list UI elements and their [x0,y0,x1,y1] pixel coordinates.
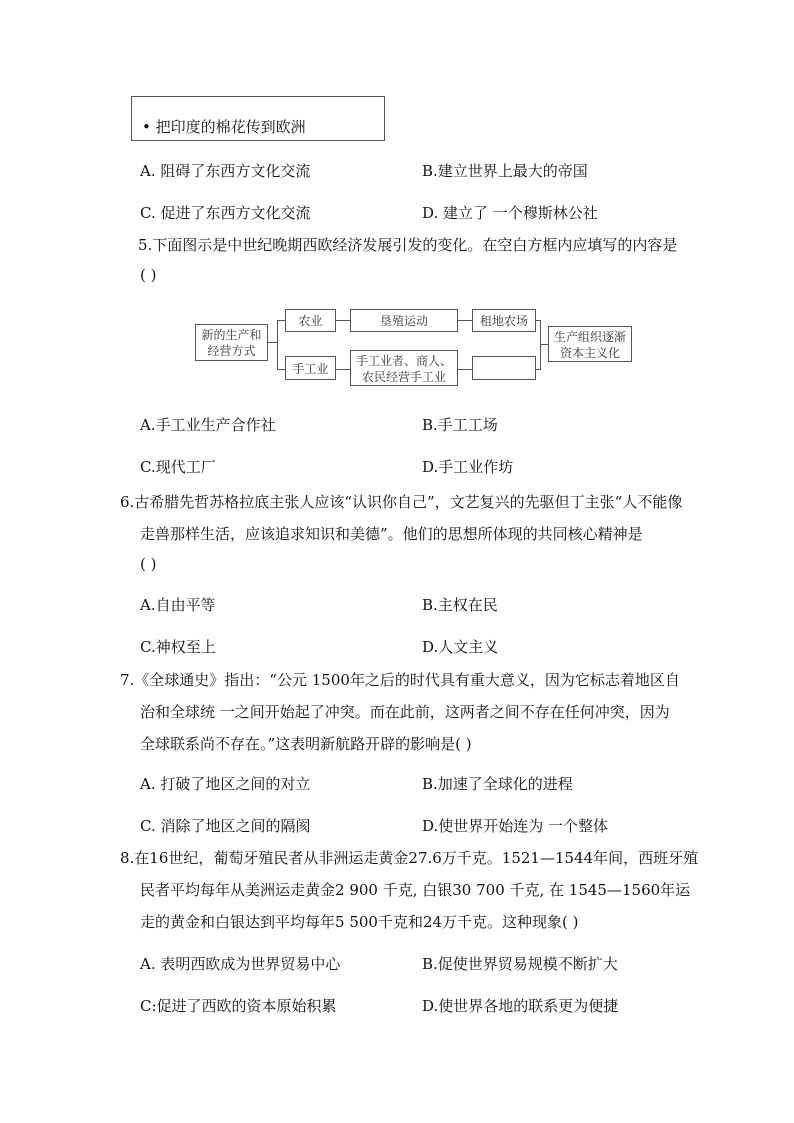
q5-stem-line1: 5.下面图示是中世纪晚期西欧经济发展引发的变化。在空白方框内应填写的内容是 [138,236,678,254]
q7-option-c: C. 消除了地区之间的隔阂 [140,817,311,835]
q4-option-b: B.建立世界上最大的帝国 [422,162,588,180]
top-box-text: • 把印度的棉花传到欧洲 [142,118,306,136]
q5-stem-line2: ( ) [140,266,157,284]
q7-option-b: B.加速了全球化的进程 [422,775,573,793]
q5-option-c: C.现代工厂 [140,458,216,476]
q4-option-d: D. 建立了 一个穆斯林公社 [422,204,598,222]
diagram-box-reclamation: 垦殖运动 [350,309,458,332]
diagram-box-handicraft-detail: 手工业者、商人、 农民经营手工业 [350,350,458,386]
q5-option-b: B.手工工场 [422,416,498,434]
q8-option-b: B.促使世界贸易规模不断扩大 [422,955,618,973]
diagram-box-blank [472,356,536,380]
q6-stem-line2: 走兽那样生活，应该追求知识和美德”。他们的思想所体现的共同核心精神是 [140,525,643,543]
q6-stem-line3: ( ) [140,555,157,573]
q6-option-a: A.自由平等 [140,596,216,614]
q6-option-b: B.主权在民 [422,596,498,614]
diagram-box-capitalist: 生产组织逐渐 资本主义化 [548,326,632,362]
q8-stem-line3: 走的黄金和白银达到平均每年5 500千克和24万千克。这种现象( ) [140,913,579,931]
diagram-box-agriculture: 农业 [285,309,336,332]
q8-option-a: A. 表明西欧成为世界贸易中心 [140,955,341,973]
q8-option-d: D.使世界各地的联系更为便捷 [422,997,619,1015]
diagram-box-lease-farm: 租地农场 [472,309,536,332]
q7-stem-line3: 全球联系尚不存在。”这表明新航路开辟的影响是( ) [140,735,472,753]
q7-stem-line2: 治和全球统 一之间开始起了冲突。而在此前，这两者之间不存在任何冲突，因为 [140,703,670,721]
diagram-box-new-methods: 新的生产和 经营方式 [195,324,268,361]
q8-stem-line1: 8.在16世纪，葡萄牙殖民者从非洲运走黄金27.6万千克。1521—1544年间，西班牙殖 [120,849,699,867]
diagram-box-handicraft: 手工业 [285,356,336,380]
q8-stem-line2: 民者平均每年从美洲运走黄金2 900 千克, 白银30 700 千克, 在 1545—1560年运 [140,881,691,899]
q6-option-d: D.人文主义 [422,638,499,656]
q4-option-c: C. 促进了东西方文化交流 [140,204,311,222]
q7-option-d: D.使世界开始连为 一个整体 [422,817,609,835]
q6-option-c: C.神权至上 [140,638,216,656]
q7-stem-line1: 7.《全球通史》指出：“公元 1500年之后的时代具有重大意义，因为它标志着地区自 [120,671,680,689]
q5-option-d: D.手工业作坊 [422,458,514,476]
q8-option-c: C:促进了西欧的资本原始积累 [140,997,337,1015]
q7-option-a: A. 打破了地区之间的对立 [140,775,311,793]
q6-stem-line1: 6.古希腊先哲苏格拉底主张人应该“认识你自己”，文艺复兴的先驱但丁主张“人不能像 [120,493,683,511]
q5-option-a: A.手工业生产合作社 [140,416,276,434]
q4-option-a: A. 阻碍了东西方文化交流 [140,162,311,180]
